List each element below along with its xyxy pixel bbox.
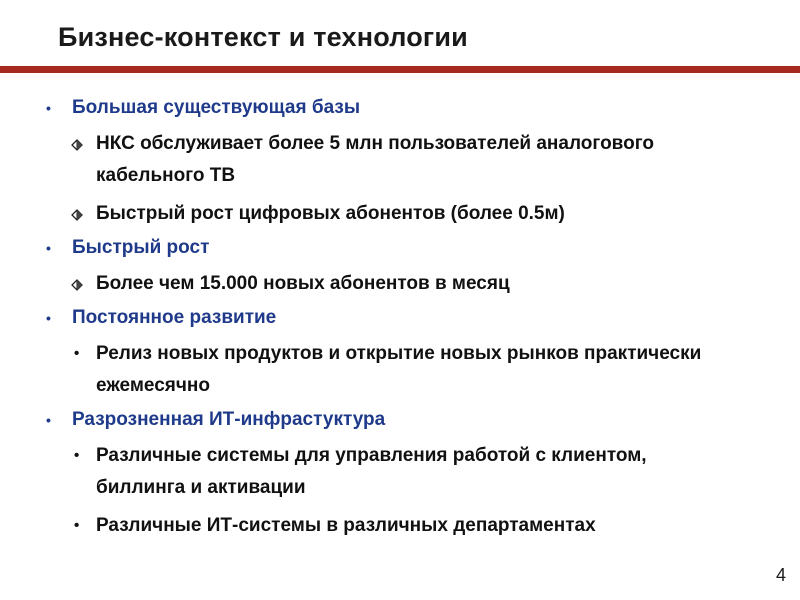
bullet-item: [0, 306, 800, 330]
dot-bullet-icon: •: [74, 447, 80, 464]
bullet-text: Большая существующая базы: [72, 97, 361, 118]
sub-bullet-item: [0, 440, 800, 504]
sub-bullet-item: [0, 510, 800, 542]
bullet-item: [0, 408, 800, 432]
sub-bullet-item: [0, 198, 800, 230]
bullet-text: Быстрый рост: [72, 237, 210, 258]
sub-bullet-item: [0, 268, 800, 300]
diamond-bullet-icon: [71, 128, 83, 160]
bullet-list: [0, 96, 800, 548]
sub-bullet-text: Релиз новых продуктов и открытие новых рынков практически ежемесячно: [96, 343, 702, 396]
sub-bullet-item: [0, 128, 800, 192]
sub-bullet-text: Различные ИТ-системы в различных департаментах: [96, 515, 596, 536]
sub-bullet-text: Быстрый рост цифровых абонентов (более 0.5м): [96, 203, 565, 224]
title-rule: [0, 66, 800, 73]
sub-bullet-text: Различные системы для управления работой с клиентом, биллинга и активации: [96, 445, 647, 498]
bullet-item: [0, 236, 800, 260]
dot-bullet-icon: •: [46, 240, 51, 256]
diamond-bullet-icon: [71, 268, 83, 300]
bullet-text: Разрозненная ИТ-инфрастуктура: [72, 409, 386, 430]
bullet-text: Постоянное развитие: [72, 307, 277, 328]
dot-bullet-icon: •: [46, 412, 51, 428]
sub-bullet-item: [0, 338, 800, 402]
slide-title: Бизнес-контекст и технологии: [58, 22, 468, 52]
dot-bullet-icon: •: [74, 517, 80, 534]
dot-bullet-icon: •: [46, 310, 51, 326]
sub-bullet-text: НКС обслуживает более 5 млн пользователей аналогового кабельного ТВ: [96, 133, 654, 186]
sub-bullet-text: Более чем 15.000 новых абонентов в месяц: [96, 273, 510, 294]
page-number: 4: [775, 565, 786, 585]
dot-bullet-icon: •: [46, 100, 51, 116]
bullet-item: [0, 96, 800, 120]
dot-bullet-icon: •: [74, 345, 80, 362]
diamond-bullet-icon: [71, 198, 83, 230]
